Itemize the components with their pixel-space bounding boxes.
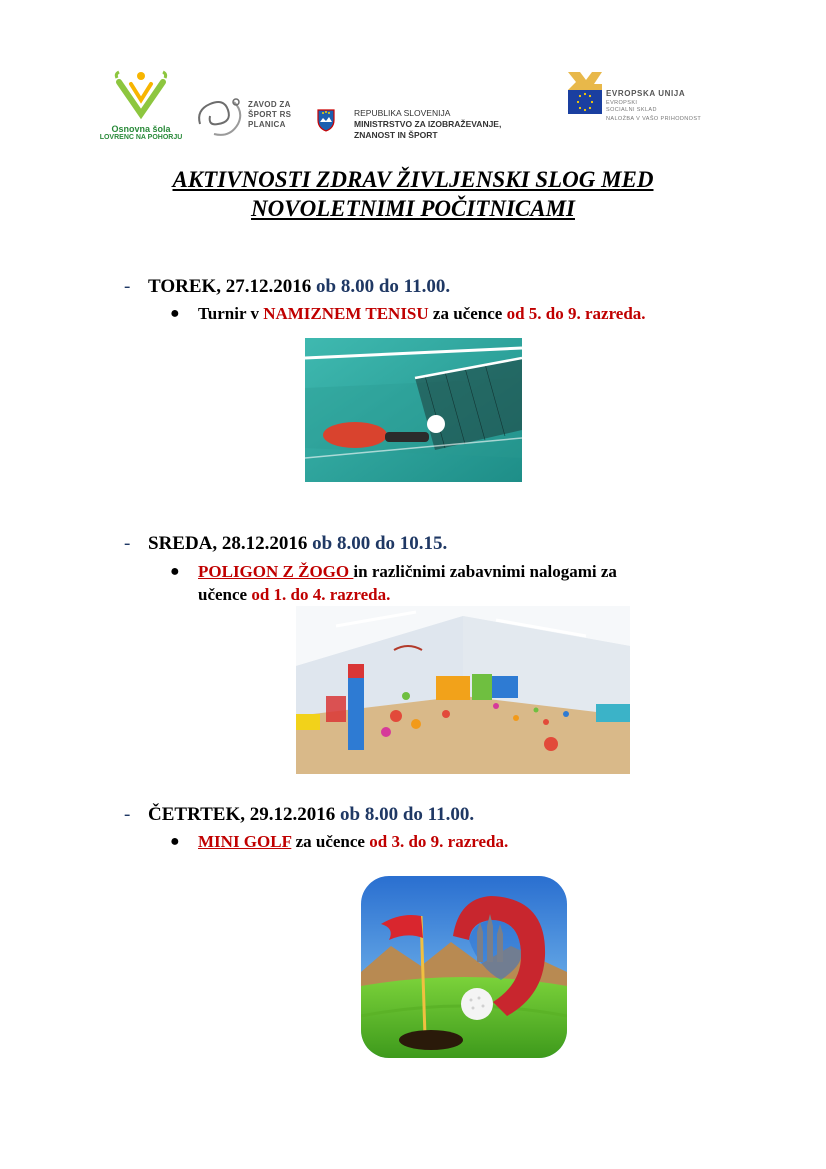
school-name-line1: Osnovna šola xyxy=(111,124,171,134)
school-emblem-icon xyxy=(111,70,171,122)
zavod-line2: ŠPORT RS xyxy=(248,110,292,119)
zavod-line1: ZAVOD ZA xyxy=(248,100,291,109)
logo-bar xyxy=(0,62,826,152)
eu-line4: NALOŽBA V VAŠO PRIHODNOST xyxy=(606,116,702,122)
ministry-logo xyxy=(316,106,546,146)
event-1-text-pre: Turnir v xyxy=(198,304,264,323)
title-line2: NOVOLETNIMI POČITNICAMI xyxy=(251,196,575,221)
event-1-activity: NAMIZNEM TENISU xyxy=(263,304,429,323)
zavod-logo xyxy=(194,94,314,140)
event-2-activity: POLIGON Z ŽOGO xyxy=(198,562,354,581)
event-2-grades: od 1. do 4. razreda. xyxy=(251,585,391,604)
event-1-heading xyxy=(124,276,450,298)
event-3-time: ob 8.00 do 11.00. xyxy=(340,804,475,825)
event-1-bullet xyxy=(172,302,732,325)
ministry-line2: MINISTRSTVO ZA IZOBRAŽEVANJE, xyxy=(354,119,502,129)
event-2-text-mid: in različnimi zabavnimi nalogami za xyxy=(353,562,617,581)
mini-golf-app-icon xyxy=(361,876,567,1058)
table-tennis-image xyxy=(305,338,522,482)
event-3-bullet xyxy=(172,830,732,853)
event-3-day: ČETRTEK, 29.12.2016 xyxy=(148,804,336,825)
event-3-dash: - xyxy=(124,804,131,825)
event-3-text-mid: za učence xyxy=(291,832,370,851)
event-1-time: ob 8.00 do 11.00. xyxy=(316,276,451,297)
ministry-line1: REPUBLIKA SLOVENIJA xyxy=(354,108,451,118)
event-2-day: SREDA, 28.12.2016 xyxy=(148,533,308,554)
event-3-activity: MINI GOLF xyxy=(198,832,292,851)
event-2-text-line2: učence xyxy=(198,585,252,604)
eu-flag-icon xyxy=(566,70,604,118)
zavod-line3: PLANICA xyxy=(248,120,286,129)
eu-line2: EVROPSKI xyxy=(606,100,638,106)
event-3-grades: od 3. do 9. razreda. xyxy=(369,832,509,851)
event-1-grades: od 5. do 9. razreda. xyxy=(506,304,646,323)
event-1-dash: - xyxy=(124,276,131,297)
event-3-heading xyxy=(124,804,474,826)
page-title xyxy=(0,165,826,223)
eu-logo xyxy=(566,70,746,130)
eu-line3: SOCIALNI SKLAD xyxy=(606,107,657,113)
bullet-icon: ● xyxy=(170,833,180,850)
table-tennis-illustration xyxy=(305,338,522,482)
school-logo xyxy=(96,70,186,150)
school-name-line2: LOVRENC NA POHORJU xyxy=(99,134,183,141)
title-line1: AKTIVNOSTI ZDRAV ŽIVLJENSKI SLOG MED xyxy=(172,167,654,192)
gym-hall-illustration xyxy=(296,606,630,774)
ministry-line3: ZNANOST IN ŠPORT xyxy=(354,130,438,140)
gym-hall-image xyxy=(296,606,630,774)
event-1-text-mid: za učence xyxy=(428,304,507,323)
mini-golf-image xyxy=(361,876,567,1058)
event-2-time: ob 8.00 do 10.15. xyxy=(312,533,448,554)
event-2-dash: - xyxy=(124,533,131,554)
eu-line1: EVROPSKA UNIJA xyxy=(606,89,686,98)
event-2-bullet xyxy=(172,560,732,606)
event-2-heading xyxy=(124,533,447,555)
event-1-day: TOREK, 27.12.2016 xyxy=(148,276,312,297)
bullet-icon: ● xyxy=(170,305,180,322)
zavod-swirl-icon xyxy=(194,94,246,140)
bullet-icon: ● xyxy=(170,563,180,580)
slovenia-coat-of-arms-icon xyxy=(316,108,336,132)
